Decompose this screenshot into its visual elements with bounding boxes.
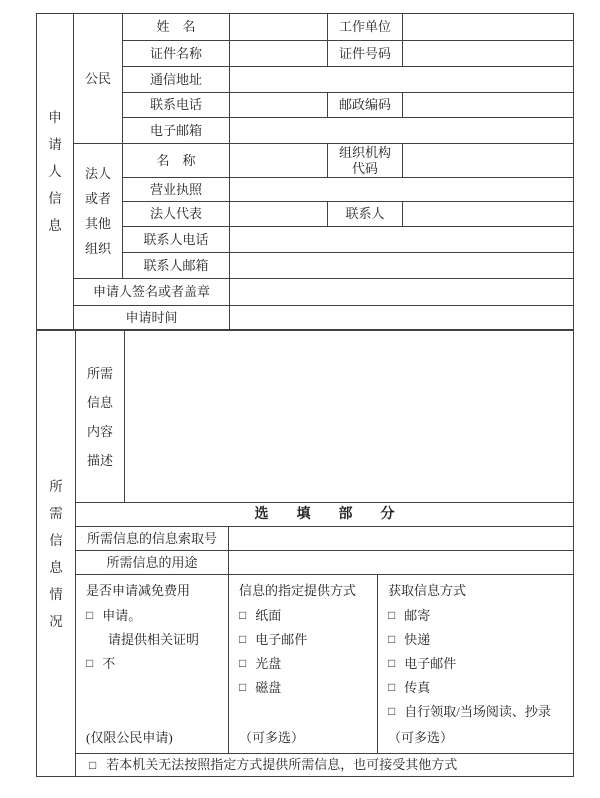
signature-label: 申请人签名或者盖章 xyxy=(74,279,230,306)
checkbox-icon[interactable]: □ xyxy=(388,680,396,694)
fee-waiver-cell xyxy=(76,575,229,754)
index-number-label: 所需信息的信息索取号 xyxy=(76,527,229,551)
id-name-field[interactable] xyxy=(230,41,328,67)
section-header-applicant xyxy=(37,14,74,330)
group-header-citizen: 公民 xyxy=(74,14,123,144)
contact-email-field[interactable] xyxy=(230,253,574,279)
obtain-method-title: 获取信息方式 xyxy=(388,583,467,598)
signature-field[interactable] xyxy=(230,279,574,306)
checkbox-icon[interactable]: □ xyxy=(388,608,396,622)
opt-express-label: 快递 xyxy=(404,632,431,647)
name-field[interactable] xyxy=(230,14,328,41)
opt-fee-apply-label: 申请。 xyxy=(102,608,142,623)
contact-phone-label: 联系人电话 xyxy=(123,227,230,253)
opt-fax[interactable] xyxy=(388,679,430,696)
opt-fax-label: 传真 xyxy=(404,680,431,695)
fee-apply-note: 请提供相关证明 xyxy=(108,632,200,647)
checkbox-icon[interactable]: □ xyxy=(86,608,94,622)
contact-email-label: 联系人邮箱 xyxy=(123,253,230,279)
provide-method-title: 信息的指定提供方式 xyxy=(239,583,357,598)
opt-cd[interactable] xyxy=(239,655,281,672)
license-field[interactable] xyxy=(230,178,574,202)
email-field[interactable] xyxy=(230,118,574,144)
contact-label: 联系人 xyxy=(328,202,403,227)
checkbox-icon[interactable]: □ xyxy=(239,680,247,694)
license-label: 营业执照 xyxy=(123,178,230,202)
postcode-label: 邮政编码 xyxy=(328,93,403,118)
other-method-cell xyxy=(76,754,574,777)
checkbox-icon[interactable]: □ xyxy=(86,656,94,670)
postcode-field[interactable] xyxy=(403,93,574,118)
section-header-info xyxy=(37,331,76,777)
name-label: 姓 名 xyxy=(123,14,230,41)
org-name-field[interactable] xyxy=(230,144,328,178)
address-label: 通信地址 xyxy=(123,67,230,93)
work-unit-label: 工作单位 xyxy=(328,14,403,41)
apply-time-field[interactable] xyxy=(230,306,574,330)
checkbox-icon[interactable]: □ xyxy=(388,656,396,670)
content-desc-label xyxy=(76,331,125,503)
applicant-info-table xyxy=(36,13,574,330)
id-number-field[interactable] xyxy=(403,41,574,67)
phone-field[interactable] xyxy=(230,93,328,118)
section-header-info-text: 所需信息情况 xyxy=(49,478,63,629)
opt-disk-label: 磁盘 xyxy=(255,680,282,695)
checkbox-icon[interactable]: □ xyxy=(388,632,396,646)
obtain-method-cell xyxy=(378,575,574,754)
contact-phone-field[interactable] xyxy=(230,227,574,253)
opt-accept-other-label: 若本机关无法按照指定方式提供所需信息，也可接受其他方式 xyxy=(106,757,458,772)
email-label: 电子邮箱 xyxy=(123,118,230,144)
phone-label: 联系电话 xyxy=(123,93,230,118)
checkbox-icon[interactable]: □ xyxy=(239,656,247,670)
fee-waiver-title: 是否申请减免费用 xyxy=(86,583,191,598)
opt-fee-apply[interactable] xyxy=(86,607,141,624)
provide-method-cell xyxy=(229,575,378,754)
opt-cd-label: 光盘 xyxy=(255,656,282,671)
group-header-organization-text: 法人或者其他组织 xyxy=(84,166,111,256)
org-code-field[interactable] xyxy=(403,144,574,178)
opt-email-obtain[interactable] xyxy=(388,655,456,672)
opt-paper-label: 纸面 xyxy=(255,608,282,623)
purpose-field[interactable] xyxy=(229,551,574,575)
apply-time-label: 申请时间 xyxy=(74,306,230,330)
opt-self-pickup[interactable] xyxy=(388,703,551,720)
optional-part-header: 选 填 部 分 xyxy=(76,503,574,527)
opt-email-provide-label: 电子邮件 xyxy=(255,632,308,647)
checkbox-icon[interactable]: □ xyxy=(89,758,97,772)
info-request-table xyxy=(36,330,574,777)
id-number-label: 证件号码 xyxy=(328,41,403,67)
opt-disk[interactable] xyxy=(239,679,281,696)
purpose-label: 所需信息的用途 xyxy=(76,551,229,575)
index-number-field[interactable] xyxy=(229,527,574,551)
group-header-organization xyxy=(74,144,123,279)
contact-field[interactable] xyxy=(403,202,574,227)
opt-fee-no-label: 不 xyxy=(102,656,116,671)
application-form xyxy=(36,13,574,777)
work-unit-field[interactable] xyxy=(403,14,574,41)
opt-self-pickup-label: 自行领取/当场阅读、抄录 xyxy=(404,704,551,719)
org-code-label-text: 组织机构代码 xyxy=(338,144,391,176)
opt-express[interactable] xyxy=(388,631,430,648)
legal-rep-field[interactable] xyxy=(230,202,328,227)
opt-email-obtain-label: 电子邮件 xyxy=(404,656,457,671)
opt-fee-no[interactable] xyxy=(86,655,115,672)
address-field[interactable] xyxy=(230,67,574,93)
content-desc-label-text: 所需信息内容描述 xyxy=(86,365,113,468)
org-code-label xyxy=(328,144,403,178)
provide-footnote: （可多选） xyxy=(239,730,305,745)
obtain-footnote: （可多选） xyxy=(388,730,454,745)
opt-mail-label: 邮寄 xyxy=(404,608,431,623)
legal-rep-label: 法人代表 xyxy=(123,202,230,227)
opt-paper[interactable] xyxy=(239,607,281,624)
opt-email-provide[interactable] xyxy=(239,631,307,648)
org-name-label: 名 称 xyxy=(123,144,230,178)
fee-footnote: (仅限公民申请) xyxy=(86,730,173,745)
checkbox-icon[interactable]: □ xyxy=(239,632,247,646)
section-header-applicant-text: 申请人信息 xyxy=(48,110,62,233)
opt-mail[interactable] xyxy=(388,607,430,624)
content-desc-field[interactable] xyxy=(125,331,574,503)
checkbox-icon[interactable]: □ xyxy=(388,704,396,718)
opt-accept-other[interactable] xyxy=(76,757,573,773)
id-name-label: 证件名称 xyxy=(123,41,230,67)
checkbox-icon[interactable]: □ xyxy=(239,608,247,622)
